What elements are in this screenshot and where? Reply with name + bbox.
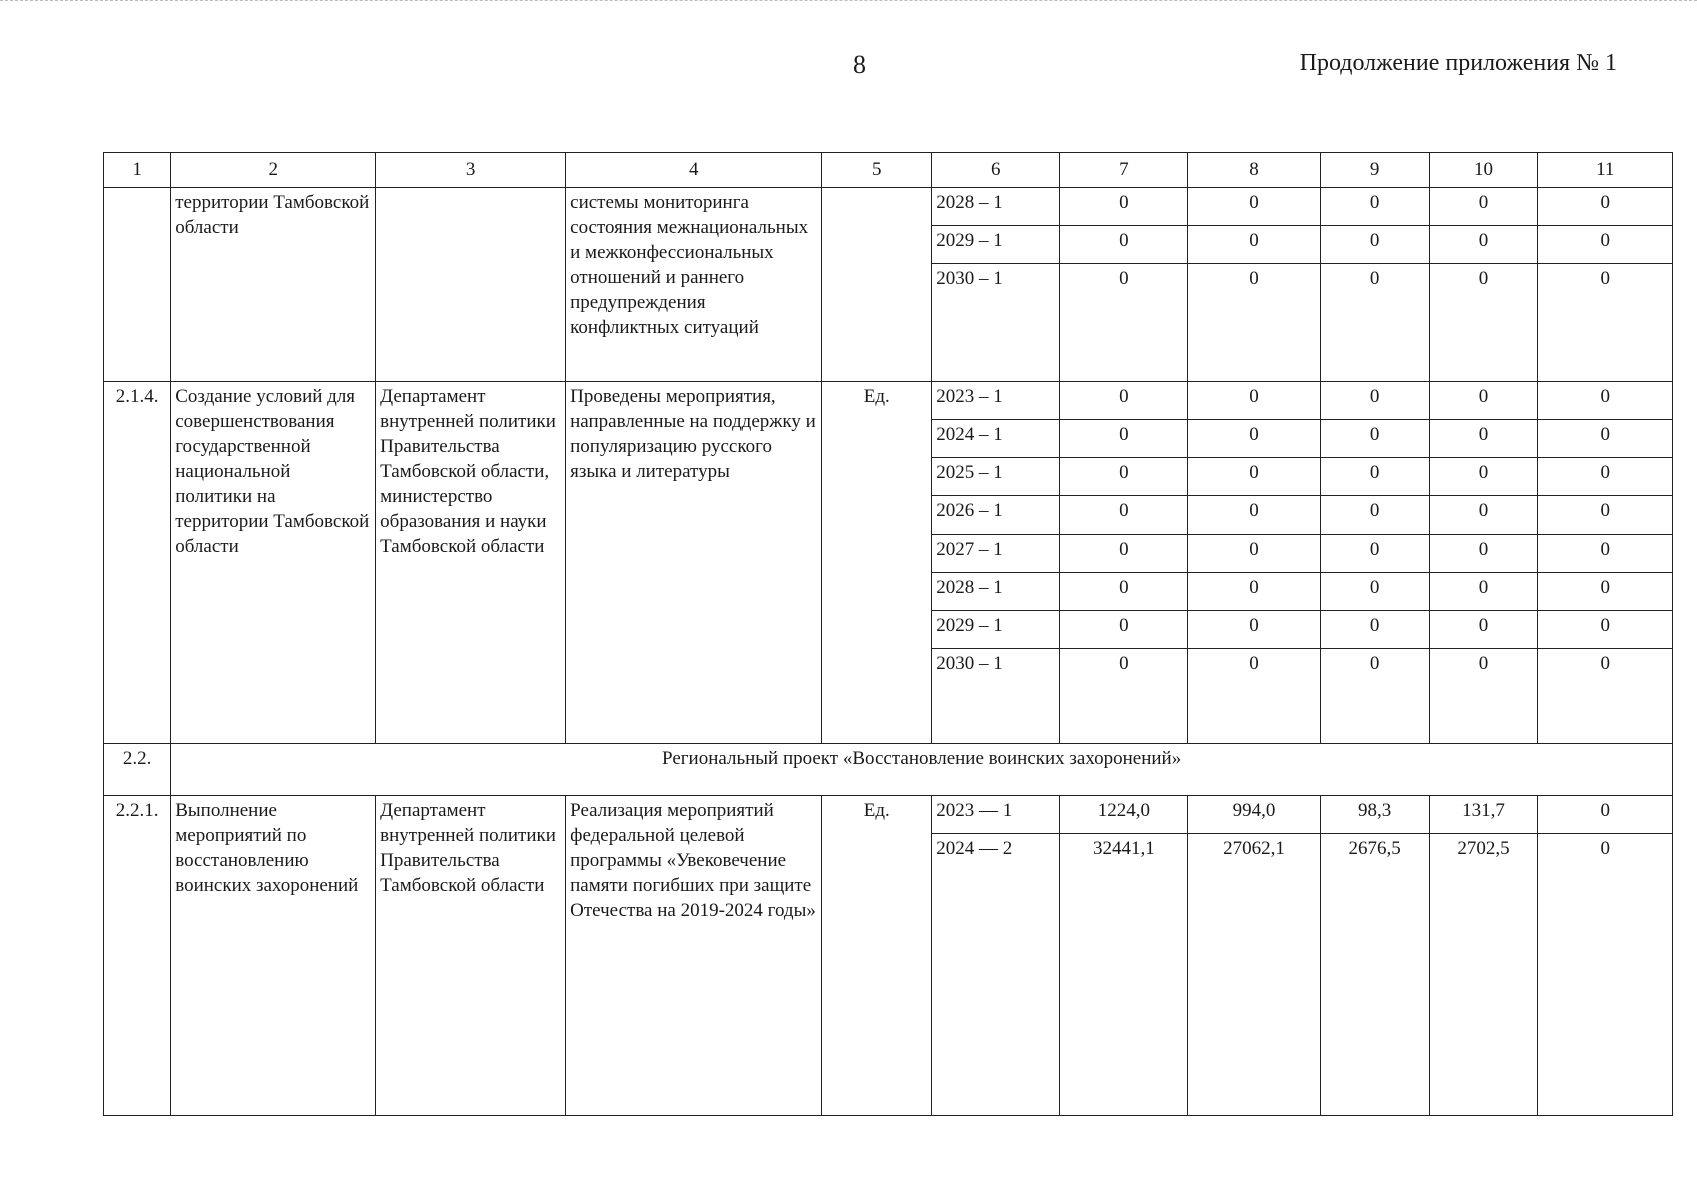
result-description: системы мониторинга состояния межнациональных и межконфессиональных отношений и раннего предупреждения конфликтных ситуаций <box>566 187 822 381</box>
amount-cell: 0 <box>1188 264 1320 382</box>
amount-cell: 0 <box>1320 610 1429 648</box>
amount-cell: 0 <box>1538 796 1673 834</box>
row-number <box>104 187 171 381</box>
section-number: 2.2. <box>104 743 171 795</box>
table-row <box>104 381 1673 419</box>
amount-cell: 0 <box>1320 534 1429 572</box>
amount-cell: 0 <box>1060 187 1188 225</box>
result-description: Проведены мероприятия, направленные на поддержку и популяризацию русского языка и литературы <box>566 381 822 743</box>
amount-cell: 0 <box>1060 381 1188 419</box>
responsible-executor: Департамент внутренней политики Правительства Тамбовской области <box>376 796 566 1116</box>
table-row <box>104 187 1673 225</box>
amount-cell: 0 <box>1320 226 1429 264</box>
header-cell: 4 <box>566 153 822 188</box>
header-cell: 1 <box>104 153 171 188</box>
amount-cell: 0 <box>1538 458 1673 496</box>
amount-cell: 0 <box>1060 610 1188 648</box>
amount-cell: 0 <box>1429 496 1538 534</box>
amount-cell: 0 <box>1320 572 1429 610</box>
header-cell: 3 <box>376 153 566 188</box>
page-number: 8 <box>853 50 866 79</box>
unit-of-measure <box>822 187 932 381</box>
amount-cell: 0 <box>1538 534 1673 572</box>
amount-cell: 994,0 <box>1188 796 1320 834</box>
amount-cell: 1224,0 <box>1060 796 1188 834</box>
amount-cell: 2676,5 <box>1320 834 1429 1116</box>
amount-cell: 0 <box>1188 610 1320 648</box>
year-value: 2024 – 1 <box>932 420 1060 458</box>
header-cell: 2 <box>171 153 376 188</box>
year-value: 2026 – 1 <box>932 496 1060 534</box>
header-cell: 11 <box>1538 153 1673 188</box>
year-value: 2023 — 1 <box>932 796 1060 834</box>
header-cell: 9 <box>1320 153 1429 188</box>
amount-cell: 0 <box>1538 834 1673 1116</box>
continuation-caption: Продолжение приложения № 1 <box>1299 50 1617 76</box>
year-value: 2029 – 1 <box>932 610 1060 648</box>
responsible-executor <box>376 187 566 381</box>
amount-cell: 0 <box>1320 381 1429 419</box>
amount-cell: 0 <box>1538 420 1673 458</box>
unit-of-measure: Ед. <box>822 381 932 743</box>
amount-cell: 0 <box>1538 649 1673 744</box>
amount-cell: 0 <box>1429 649 1538 744</box>
activity-name: Создание условий для совершенствования государственной национальной политики на территории Тамбовской области <box>171 381 376 743</box>
amount-cell: 0 <box>1320 420 1429 458</box>
table-body <box>104 153 1673 1116</box>
amount-cell: 131,7 <box>1429 796 1538 834</box>
amount-cell: 0 <box>1188 572 1320 610</box>
responsible-executor: Департамент внутренней политики Правительства Тамбовской области, министерство образования и науки Тамбовской области <box>376 381 566 743</box>
amount-cell: 0 <box>1538 226 1673 264</box>
year-value: 2028 – 1 <box>932 187 1060 225</box>
header-row <box>104 153 1673 188</box>
year-value: 2028 – 1 <box>932 572 1060 610</box>
amount-cell: 27062,1 <box>1188 834 1320 1116</box>
amount-cell: 0 <box>1320 496 1429 534</box>
amount-cell: 0 <box>1429 187 1538 225</box>
header-cell: 7 <box>1060 153 1188 188</box>
section-title: Региональный проект «Восстановление воинских захоронений» <box>171 743 1673 795</box>
section-row <box>104 743 1673 795</box>
amount-cell: 0 <box>1538 572 1673 610</box>
amount-cell: 2702,5 <box>1429 834 1538 1116</box>
amount-cell: 0 <box>1060 534 1188 572</box>
row-number: 2.1.4. <box>104 381 171 743</box>
year-value: 2030 – 1 <box>932 264 1060 382</box>
amount-cell: 0 <box>1188 496 1320 534</box>
year-value: 2029 – 1 <box>932 226 1060 264</box>
amount-cell: 0 <box>1538 264 1673 382</box>
amount-cell: 0 <box>1429 226 1538 264</box>
header-cell: 8 <box>1188 153 1320 188</box>
amount-cell: 0 <box>1429 264 1538 382</box>
amount-cell: 0 <box>1060 420 1188 458</box>
amount-cell: 0 <box>1188 534 1320 572</box>
year-value: 2024 — 2 <box>932 834 1060 1116</box>
amount-cell: 0 <box>1060 226 1188 264</box>
amount-cell: 0 <box>1429 420 1538 458</box>
amount-cell: 0 <box>1320 649 1429 744</box>
row-number: 2.2.1. <box>104 796 171 1116</box>
appendix-table <box>103 152 1673 1116</box>
amount-cell: 0 <box>1188 458 1320 496</box>
amount-cell: 0 <box>1060 458 1188 496</box>
amount-cell: 0 <box>1188 187 1320 225</box>
amount-cell: 98,3 <box>1320 796 1429 834</box>
amount-cell: 0 <box>1320 264 1429 382</box>
amount-cell: 0 <box>1538 496 1673 534</box>
amount-cell: 0 <box>1429 458 1538 496</box>
amount-cell: 0 <box>1538 610 1673 648</box>
amount-cell: 0 <box>1060 572 1188 610</box>
amount-cell: 0 <box>1060 649 1188 744</box>
header-cell: 10 <box>1429 153 1538 188</box>
amount-cell: 0 <box>1320 458 1429 496</box>
header-cell: 5 <box>822 153 932 188</box>
unit-of-measure: Ед. <box>822 796 932 1116</box>
year-value: 2030 – 1 <box>932 649 1060 744</box>
amount-cell: 0 <box>1188 420 1320 458</box>
activity-name: Выполнение мероприятий по восстановлению воинских захоронений <box>171 796 376 1116</box>
amount-cell: 0 <box>1188 649 1320 744</box>
year-value: 2025 – 1 <box>932 458 1060 496</box>
amount-cell: 0 <box>1188 226 1320 264</box>
result-description: Реализация мероприятий федеральной целевой программы «Увековечение памяти погибших при защите Отечества на 2019-2024 годы» <box>566 796 822 1116</box>
amount-cell: 32441,1 <box>1060 834 1188 1116</box>
amount-cell: 0 <box>1538 381 1673 419</box>
amount-cell: 0 <box>1060 496 1188 534</box>
scan-edge-line <box>0 0 1697 3</box>
header-cell: 6 <box>932 153 1060 188</box>
activity-name: территории Тамбовской области <box>171 187 376 381</box>
amount-cell: 0 <box>1320 187 1429 225</box>
amount-cell: 0 <box>1429 381 1538 419</box>
year-value: 2023 – 1 <box>932 381 1060 419</box>
year-value: 2027 – 1 <box>932 534 1060 572</box>
amount-cell: 0 <box>1060 264 1188 382</box>
amount-cell: 0 <box>1429 610 1538 648</box>
amount-cell: 0 <box>1429 534 1538 572</box>
table-row <box>104 796 1673 834</box>
amount-cell: 0 <box>1188 381 1320 419</box>
amount-cell: 0 <box>1538 187 1673 225</box>
amount-cell: 0 <box>1429 572 1538 610</box>
